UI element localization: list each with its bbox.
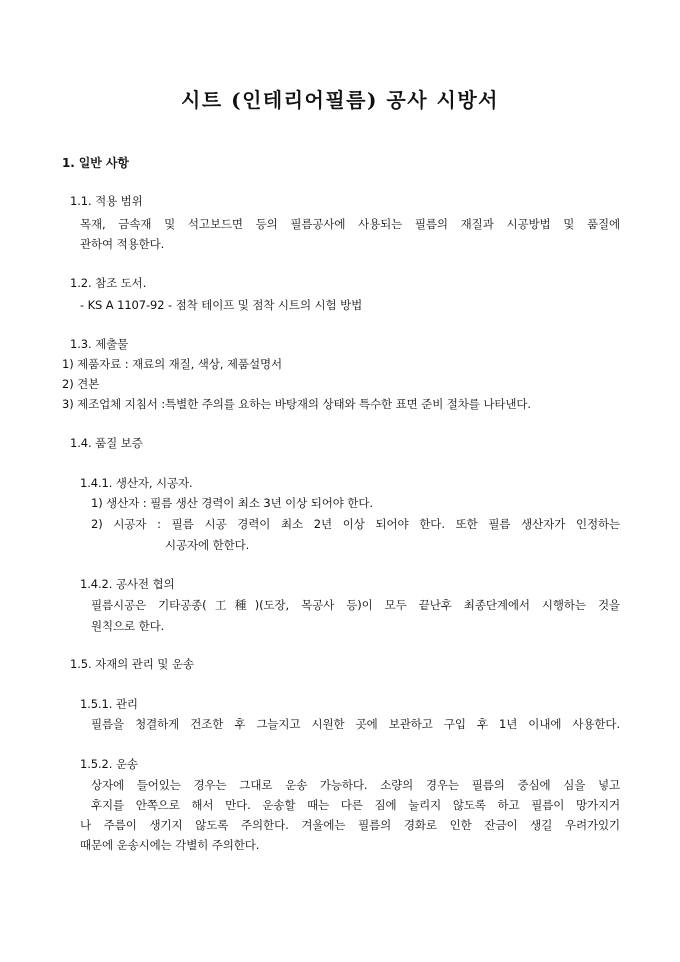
section-1-5-1-heading: 1.5.1. 관리 xyxy=(80,697,138,711)
section-1-1-line-1: 목재, 금속재 및 석고보드면 등의 필름공사에 사용되는 필름의 재질과 시공방법 및 품질에 xyxy=(80,217,620,231)
section-1-5-1-line: 필름을 청결하게 건조한 후 그늘지고 시원한 곳에 보관하고 구입 후 1년 이내에 사용한다. xyxy=(91,717,620,731)
section-1-4-1-item-1: 1) 생산자 : 필름 생산 경력이 최소 3년 이상 되어야 한다. xyxy=(91,496,373,510)
section-1-4-1-item-2-line-2: 시공자에 한한다. xyxy=(165,538,250,552)
section-1-5-2-line-1: 상자에 들어있는 경우는 그대로 운송 가능하다. 소량의 경우는 필름의 중심에 심을 넣고 xyxy=(91,778,620,792)
section-1-5-heading: 1.5. 자재의 관리 및 운송 xyxy=(70,657,194,671)
section-1-5-2-line-3: 나 주름이 생기지 않도록 주의한다. 겨울에는 필름의 경화로 인한 잔금이 생길 우려가있기 xyxy=(80,818,620,832)
document-title: 시트 (인테리어필름) 공사 시방서 xyxy=(181,88,499,112)
section-1-5-2-line-4: 때문에 운송시에는 각별히 주의한다. xyxy=(80,838,260,852)
section-1-5-2-heading: 1.5.2. 운송 xyxy=(80,757,138,771)
section-1-3-item-3: 3) 제조업체 지침서 :특별한 주의를 요하는 바탕재의 상태와 특수한 표면 준비 절차를 나타낸다. xyxy=(62,397,531,411)
section-1-1-heading: 1.1. 적용 범위 xyxy=(70,194,143,208)
section-1-4-2-line-1: 필름시공은 기타공종(工種)(도장, 목공사 등)이 모두 끝난후 최종단계에서 시행하는 것을 xyxy=(91,598,620,612)
section-1-1-line-2: 관하여 적용한다. xyxy=(80,237,165,251)
section-1-4-2-line-2: 원칙으로 한다. xyxy=(91,619,165,633)
section-1-4-heading: 1.4. 품질 보증 xyxy=(70,436,143,450)
section-1-3-heading: 1.3. 제출물 xyxy=(70,337,129,351)
section-1-4-1-heading: 1.4.1. 생산자, 시공자. xyxy=(80,476,193,490)
section-1-4-2-heading: 1.4.2. 공사전 협의 xyxy=(80,577,175,591)
section-1-5-2-line-2: 후지를 안쪽으로 해서 만다. 운송할 때는 다른 짐에 눌리지 않도록 하고 필름이 망가지거 xyxy=(91,798,620,812)
section-1-2-heading: 1.2. 참조 도서. xyxy=(70,276,147,290)
section-1-3-item-2: 2) 견본 xyxy=(62,377,100,391)
section-1-4-1-item-2-line-1: 2) 시공자 : 필름 시공 경력이 최소 2년 이상 되어야 한다. 또한 필름 생산자가 인정하는 xyxy=(91,517,620,531)
section-1-2-item: - KS A 1107-92 - 점착 테이프 및 점착 시트의 시험 방법 xyxy=(80,298,363,312)
section-1-3-item-1: 1) 제품자료 : 재료의 재질, 색상, 제품설명서 xyxy=(62,357,282,371)
section-1-heading: 1. 일반 사항 xyxy=(62,156,129,170)
